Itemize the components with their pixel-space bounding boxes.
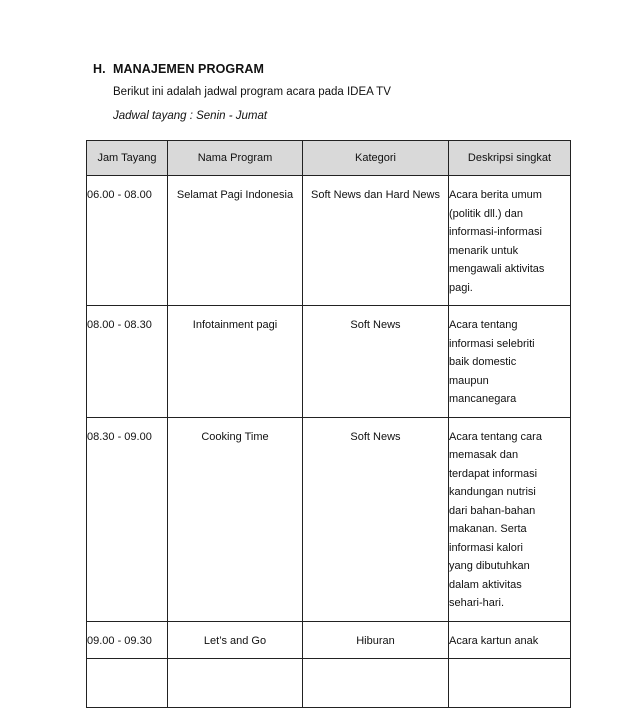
header-nama-program: Nama Program xyxy=(168,141,303,176)
cell-description xyxy=(449,176,571,306)
description-line: dari bahan-bahan xyxy=(449,504,536,517)
cell-time: 08.30 - 09.00 xyxy=(87,417,168,621)
description-line: pagi. xyxy=(449,281,473,294)
schedule-text: Jadwal tayang : Senin - Jumat xyxy=(113,110,268,122)
description-line: baik domestic xyxy=(449,356,517,368)
cell-program-name: Let’s and Go xyxy=(168,621,303,659)
program-table xyxy=(86,140,571,708)
description-line: sehari-hari. xyxy=(449,597,505,609)
description-line: Acara kartun anak xyxy=(449,634,539,647)
header-deskripsi: Deskripsi singkat xyxy=(449,141,571,176)
description-line: informasi selebriti xyxy=(449,337,535,350)
description-line: (politik dll.) dan xyxy=(449,207,523,220)
table-row-partial xyxy=(87,659,571,708)
description-line: Acara tentang xyxy=(449,319,518,331)
description-line: yang dibutuhkan xyxy=(449,560,530,572)
cell-time: 09.00 - 09.30 xyxy=(87,621,168,659)
table-row xyxy=(87,306,571,418)
description-line: memasak dan xyxy=(449,449,519,461)
cell-time: 06.00 - 08.00 xyxy=(87,176,168,306)
description-line: Acara berita umum xyxy=(449,189,542,201)
cell-category: Soft News xyxy=(303,417,449,621)
table-row xyxy=(87,621,571,659)
section-heading xyxy=(93,62,264,76)
cell-empty xyxy=(168,659,303,708)
description-line: makanan. Serta xyxy=(449,523,527,535)
cell-description xyxy=(449,306,571,418)
section-number: H. xyxy=(93,62,106,76)
description-line: menarik untuk xyxy=(449,244,519,257)
cell-program-name: Selamat Pagi Indonesia xyxy=(168,176,303,306)
cell-category: Hiburan xyxy=(303,621,449,659)
section-title: MANAJEMEN PROGRAM xyxy=(113,62,265,76)
description-line: kandungan nutrisi xyxy=(449,486,536,498)
table-row xyxy=(87,176,571,306)
cell-empty xyxy=(449,659,571,708)
intro-text: Berikut ini adalah jadwal program acara pada IDEA TV xyxy=(113,86,391,98)
description-line: dalam aktivitas xyxy=(449,578,522,591)
header-kategori: Kategori xyxy=(303,141,449,176)
header-jam-tayang: Jam Tayang xyxy=(87,141,168,176)
cell-empty xyxy=(87,659,168,708)
description-line: informasi kalori xyxy=(449,541,523,554)
cell-description xyxy=(449,621,571,659)
table-header-row xyxy=(87,141,571,176)
cell-program-name: Infotainment pagi xyxy=(168,306,303,418)
table-row xyxy=(87,417,571,621)
description-line: mengawali aktivitas xyxy=(449,263,545,275)
description-line: informasi-informasi xyxy=(449,226,542,238)
description-line: mancanegara xyxy=(449,393,517,405)
cell-time: 08.00 - 08.30 xyxy=(87,306,168,418)
cell-empty xyxy=(303,659,449,708)
cell-category: Soft News xyxy=(303,306,449,418)
description-line: terdapat informasi xyxy=(449,467,538,480)
cell-description xyxy=(449,417,571,621)
cell-program-name: Cooking Time xyxy=(168,417,303,621)
description-line: Acara tentang cara xyxy=(449,430,542,443)
description-line: maupun xyxy=(449,374,489,387)
cell-category: Soft News dan Hard News xyxy=(303,176,449,306)
